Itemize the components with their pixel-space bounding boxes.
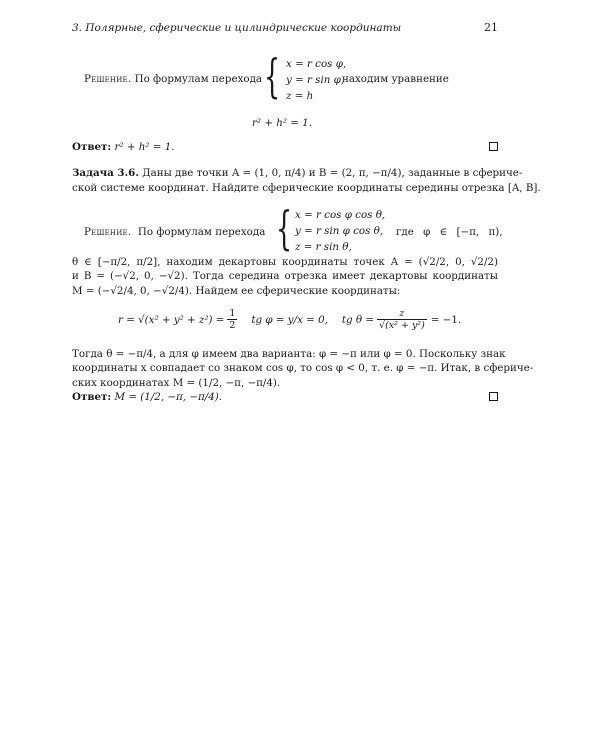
solution-2-line-3: M = (−√2/4, 0, −√2/4). Найдем ее сферические координаты: bbox=[72, 285, 401, 297]
equation-z: z = h bbox=[286, 90, 314, 102]
conclusion-line-2: координаты x совпадает со знаком cos φ, то cos φ < 0, т. е. φ = −π. Итак, в сфериче- bbox=[72, 362, 534, 374]
problem-text-1: Даны две точки A = (1, 0, π/4) и B = (2, π, −π/4), заданные в сфериче- bbox=[142, 167, 523, 179]
page-number: 21 bbox=[484, 21, 498, 34]
answer-1 bbox=[72, 140, 175, 154]
qed-square bbox=[489, 392, 498, 401]
system-brace: { bbox=[276, 201, 293, 255]
result-equation: r² + h² = 1. bbox=[252, 117, 312, 129]
fraction-one-half bbox=[227, 308, 237, 332]
conclusion-line-3: ских координатах M = (1/2, −π, −π/4). bbox=[72, 377, 281, 389]
display-formula bbox=[118, 305, 461, 335]
solution-lead: Решение. bbox=[84, 73, 132, 85]
equation-y: y = r sin φ cos θ, bbox=[295, 225, 384, 237]
conclusion-line-1: Тогда θ = −π/4, а для φ имеем два варианта: φ = −π или φ = 0. Поскольку знак bbox=[72, 348, 506, 360]
fraction-numerator: z bbox=[399, 308, 405, 319]
solution-1-tail: находим уравнение bbox=[342, 73, 449, 85]
running-header-title: 3. Полярные, сферические и цилиндрические координаты bbox=[72, 22, 402, 34]
solution-1-intro bbox=[84, 72, 262, 86]
solution-text: По формулам перехода bbox=[137, 226, 266, 238]
answer-label: Ответ: bbox=[72, 141, 112, 153]
problem-line-2: ской системе координат. Найдите сферические координаты середины отрезка [A, B]. bbox=[72, 182, 541, 194]
formula-tg-theta: tg θ = bbox=[341, 314, 375, 326]
answer-2 bbox=[72, 390, 222, 404]
system-brace: { bbox=[264, 49, 281, 103]
problem-label: Задача 3.6. bbox=[72, 167, 139, 179]
equation-z: z = r sin θ, bbox=[295, 241, 352, 253]
solution-2-line-1: θ ∈ [−π/2, π/2], находим декартовы координаты точек A = (√2/2, 0, √2/2) bbox=[72, 256, 498, 268]
equation-y: y = r sin φ, bbox=[286, 74, 345, 86]
formula-r: r = √(x² + y² + z²) = bbox=[118, 314, 225, 326]
fraction-numerator: 1 bbox=[229, 308, 236, 319]
solution-lead: Решение. bbox=[84, 226, 132, 238]
formula-tail: = −1. bbox=[430, 314, 462, 326]
equation-x: x = r cos φ cos θ, bbox=[295, 209, 386, 221]
qed-square bbox=[489, 142, 498, 151]
equation-x: x = r cos φ, bbox=[286, 58, 347, 70]
solution-2-line-2: и B = (−√2, 0, −√2). Тогда середина отрезка имеет декартовы координаты bbox=[72, 270, 498, 282]
answer-value: M = (1/2, −π, −π/4). bbox=[114, 391, 223, 403]
formula-tg-phi: tg φ = y/x = 0, bbox=[251, 314, 328, 326]
problem-line-1 bbox=[72, 167, 523, 179]
fraction-denominator: √(x² + y²) bbox=[379, 320, 425, 331]
domain-phi: где φ ∈ [−π, π), bbox=[396, 226, 503, 238]
solution-text: По формулам перехода bbox=[134, 73, 263, 85]
answer-value: r² + h² = 1. bbox=[114, 141, 175, 153]
solution-2-intro bbox=[84, 225, 265, 239]
fraction-z-over-root bbox=[377, 308, 427, 332]
fraction-denominator: 2 bbox=[229, 320, 236, 331]
answer-label: Ответ: bbox=[72, 391, 112, 403]
